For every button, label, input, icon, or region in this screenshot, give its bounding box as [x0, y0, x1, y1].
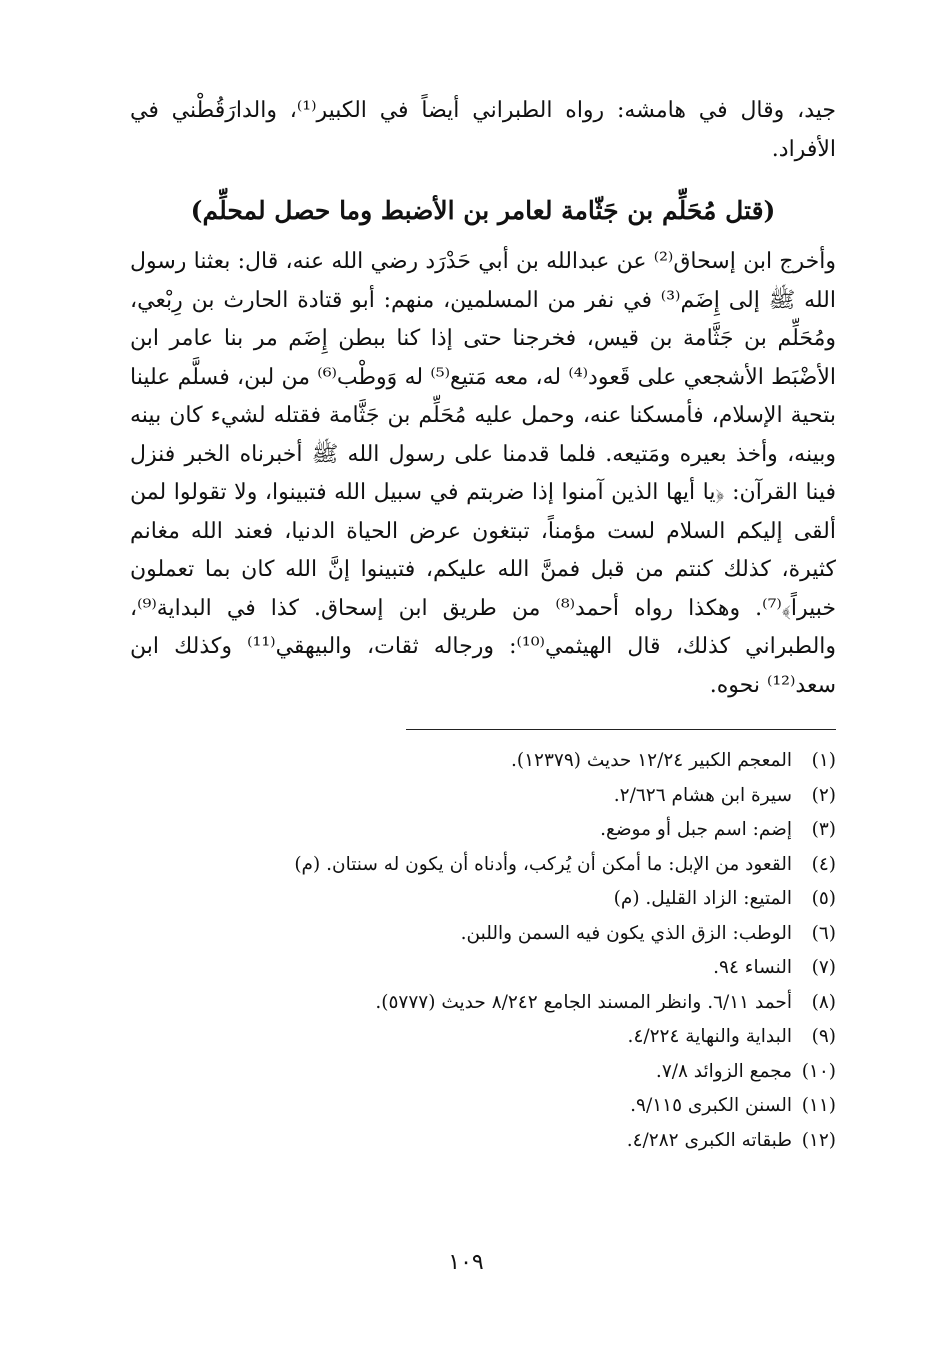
footnote-item [130, 882, 836, 917]
footnote-text: أحمد ٦/١١. وانظر المسند الجامع ٨/٢٤٢ حديث (٥٧٧٧). [375, 991, 792, 1013]
footnote-item [130, 744, 836, 779]
footnote-text: السنن الكبرى ٩/١١٥. [630, 1095, 792, 1116]
footnote-number: (٣) [811, 819, 836, 840]
footnote-number: (٥) [811, 888, 836, 909]
section-heading: (قتل مُحَلِّم بن جَثّامة لعامر بن الأضبط وما حصل لمحلِّم) [190, 196, 776, 225]
footnote-number: (١) [811, 750, 836, 771]
footnote-number: (١٢) [801, 1129, 836, 1151]
footnote-item [130, 917, 836, 952]
footnote-item [130, 986, 836, 1021]
footnote-item [130, 951, 836, 986]
footnote-list [130, 744, 836, 1158]
footnote-number: (١١) [801, 1095, 836, 1116]
footnote-item [130, 813, 836, 848]
footnote-number: (٦) [811, 922, 836, 944]
footnote-number: (٨) [811, 991, 836, 1013]
footnote-number: (٤) [811, 853, 836, 875]
main-paragraph: وأخرج ابن إسحاق⁽²⁾ عن عبدالله بن أبي حَدْرَد رضي الله عنه، قال: بعثنا رسول الله ﷺ إلى إِضَم⁽³⁾ في نفر من المسلمين، منهم: أبو قتادة الحارث بن رِبْعي، ومُحَلِّم بن جَثَّامة بن قيس، فخرجنا حتى إذا كنا ببطن إِضَم مر بنا عامر ابن الأضْبَط الأشجعي على قَعود⁽⁴⁾ له، معه مَتيع⁽⁵⁾ له وَوطْب⁽⁶⁾ من لبن، فسلَّم علينا بتحية الإسلام، فأمسكنا عنه، وحمل عليه مُحَلِّم بن جَثَّامة فقتله لشيء كان بينه وبينه، وأخذ بعيره ومَتيعه. فلما قدمنا على رسول الله ﷺ أخبرناه الخبر فنزل فينا القرآن: ﴿يا أيها الذين آمنوا إذا ضربتم في سبيل الله فتبينوا، ولا تقولوا لمن ألقى إليكم السلام لست مؤمناً، تبتغون عرض الحياة الدنيا، فعند الله مغانم كثيرة، كذلك كنتم من قبل فمنَّ الله عليكم، فتبينوا إنَّ الله كان بما تعملون خبيراً﴾⁽⁷⁾. وهكذا رواه أحمد⁽⁸⁾ من طريق ابن إسحاق. كذا في البداية⁽⁹⁾، والطبراني كذلك، قال الهيثمي⁽¹⁰⁾: ورجاله ثقات، والبيهقي⁽¹¹⁾ وكذلك ابن سعد⁽¹²⁾ نحوه. [130, 249, 837, 698]
footnote-text: سيرة ابن هشام ٢/٦٢٦. [613, 784, 792, 806]
page-number: ١٠٩ [448, 1250, 484, 1275]
footnote-number: (١٠) [801, 1060, 836, 1082]
footnote-text: المعجم الكبير ١٢/٢٤ حديث (١٢٣٧٩). [510, 750, 792, 771]
footnote-text: القعود من الإبل: ما أمكن أن يُركب، وأدناه أن يكون له سنتان. (م) [294, 853, 792, 875]
footnote-item [130, 1055, 836, 1090]
footnote-item [130, 1020, 836, 1055]
footnote-number: (٩) [811, 1026, 836, 1047]
footnote-text: البداية والنهاية ٤/٢٢٤. [627, 1026, 792, 1047]
footnote-item [130, 1124, 836, 1159]
intro-paragraph: جيد، وقال في هامشه: رواه الطبراني أيضاً في الكبير⁽¹⁾، والدارَقُطْني في الأفراد. [130, 98, 836, 162]
footnote-text: الوطب: الزق الذي يكون فيه السمن واللبن. [460, 922, 792, 944]
footnote-text: المتيع: الزاد القليل. (م) [613, 888, 792, 909]
footnote-item [130, 779, 836, 814]
footnote-item [130, 848, 836, 883]
footnote-item [130, 1089, 836, 1124]
footnote-text: النساء ٩٤. [713, 957, 792, 978]
footnote-number: (٢) [811, 784, 836, 806]
footnote-text: مجمع الزوائد ٧/٨. [655, 1060, 792, 1082]
footnote-text: طبقاته الكبرى ٤/٢٨٢. [626, 1129, 792, 1151]
footnote-text: إضم: اسم جبل أو موضع. [600, 819, 792, 840]
footnote-separator [406, 729, 836, 730]
footnote-number: (٧) [811, 957, 836, 978]
page-body [130, 92, 836, 1158]
